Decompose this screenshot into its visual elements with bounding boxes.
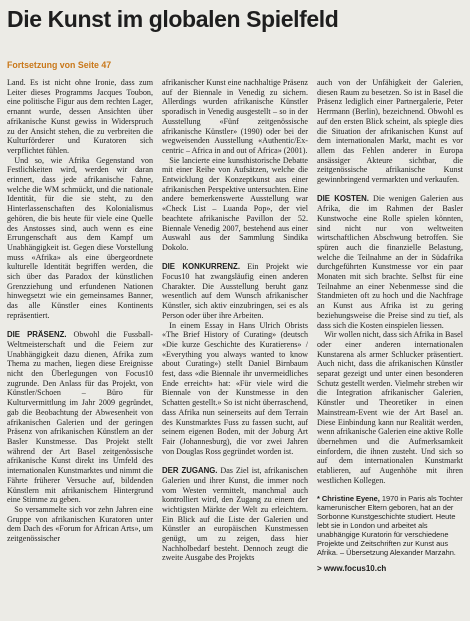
continuation-kicker: Fortsetzung von Seite 47 bbox=[7, 60, 112, 70]
paragraph: In einem Essay in Hans Ulrich Obrists «The Brief History of Curating» (deutsch «Die kurze Geschichte des Kuratierens» / «Everything you always wanted to know about Curating») stellt Daniel Birnbaum fest, dass «die Biennale ihr unvermeidliches Ende erreicht» hat: «Für viele wird die Biennale von der Kunstmesse in den Schatten gestellt.» So ist nicht überraschend, dass Afrika nun seinerseits auf dem Terrain des Kunstmarktes Fuss zu fassen sucht, auf seinem eigenen Boden, mit der Joburg Art Fair (Johannesburg), die vor zwei Jahren von Douglas Ross gegründet worden ist. bbox=[162, 320, 308, 456]
paragraph: afrikanischer Kunst eine nachhaltige Präsenz auf der Biennale in Venedig zu sichern. Allerdings wurden afrikanische Künstler sporadisch in Venedig ausgestellt – so in der Ausstellung «Fünf zeitgenössische afrikanische Künstler» (1990) oder bei der wegweisenden Ausstellung «Authentic/Ex-centric – Africa in and out of Africa» (2001). bbox=[162, 78, 308, 155]
paragraph: Und so, wie Afrika Gegenstand von Festlichkeiten wird, werden wir daran erinnert, dass jede afrikanische Fahne, welche die WM schmückt, und die nationale Identität, für die sie steht, zu den Hinterlassenschaften des Kolonialismus gehören, die bis heute für viele eine Quelle des Anstosses sind, auch wenn es eine Errungenschaft aus dem Kampf um Unabhängigkeit ist. Gegen diese Vorstellung muss «Afrika» als eine übergeordnete kulturelle Identität begriffen werden, die sich über das Paradox der künstlichen Grenzziehung und erfundenen Nationen hinwegsetzt wie ein gemeinsames Banner, das alle Künstler eines Kontinents repräsentiert. bbox=[7, 155, 153, 320]
author-bio bbox=[317, 495, 463, 557]
website-link[interactable]: > www.focus10.ch bbox=[317, 563, 387, 573]
article-headline: Die Kunst im globalen Spielfeld bbox=[7, 6, 339, 32]
column-3 bbox=[317, 78, 463, 573]
paragraph: So versammelte sich vor zehn Jahren eine Gruppe von afrikanischen Kuratoren unter dem Dach des «Forum for African Arts», um zeitgenössischer bbox=[7, 504, 153, 544]
paragraph: Die wenigen Galerien aus Afrika, die im Rahmen der Basler Kunstwoche eine Rolle spielen könnten, sind nicht nur von weltweiten wirtschaftlichen Abschwung betroffen. Sie spüren auch die finanzielle Belastung, welche die Teilnahme an der in Südafrika durchgeführten Kunstmesse vor ein paar Monaten mit sich brachte. Selbst für eine Teilnahme an einer Nebenmesse sind die Standmieten oft zu hoch und die Nachfrage an Kunst aus Afrika ist zu gering beziehungsweise die Preise sind zu tief, als dass sich die Kosten einspielen liessen. bbox=[317, 194, 463, 330]
paragraph: Ein Projekt wie Focus10 hat zwangsläufig einen anderen Charakter. Die Ausstellung beruht ganz wesentlich auf dem Wunsch afrikanischer Künstler, sich aktiv einzubringen, sei es als Person oder über ihre Arbeiten. bbox=[162, 262, 308, 320]
author-name: * Christine Eyene, bbox=[317, 494, 380, 504]
section-label: DER ZUGANG. bbox=[162, 466, 218, 476]
column-1 bbox=[7, 78, 153, 573]
paragraph: Land. Es ist nicht ohne Ironie, dass zum Leiter dieses Programms Jacques Toubon, eine politische Figur aus dem rechten Lager, ernannt wurde, dessen Ansichten über afrikanische Kunst gewiss in Widerspruch zu der Ansicht stehen, die zu verbreiten die Kulturförderer und Kuratoren sich verpflichtet fühlen. bbox=[7, 78, 153, 155]
paragraph: Wir wollen nicht, dass sich Afrika in Basel oder einer anderen internationalen Kunstarena als armer Schlucker präsentiert. Auch nicht, dass die afrikanischen Künstler separat gezeigt und unter einen besonderen Schutz gestellt werden. Vielmehr streben wir die Integration afrikanischer Galerien, Künstler und Theoretiker in einen Mainstream-Event wie der Art Basel an. Diese Einbindung kann nur Realität werden, wenn afrikanische Galerien eine aktive Rolle übernehmen und die Aufmerksamkeit einfordern, die ihnen zusteht. Und sich so auf dem internationalen Kunstmarkt etablieren, auf Augenhöhe mit ihren westlichen Kollegen. bbox=[317, 330, 463, 485]
paragraph: Sie lancierte eine kunsthistorische Debatte mit einer Reihe von Aufsätzen, welche die Entwicklung der Konzeptkunst aus einer afrikanischen Perspektive untersuchten. Eine andere bemerkenswerte Ausstellung war «Check List – Luanda Pop», der viel beachtete afrikanische Pavillon der 52. Biennale Venedig 2007, bestehend aus einer Auswahl aus der Sammlung Sindika Dokolo. bbox=[162, 155, 308, 252]
section-label: DIE KONKURRENZ. bbox=[162, 262, 240, 272]
paragraph: auch von der Unfähigkeit der Galerien, diesen Raum zu besetzen. So ist in Basel die Präsenz lediglich einer Partnergalerie, Peter Herrmann (Berlin), bezeichnend. Obwohl es auf den ersten Blick scheint, als spiegle dies die Situation der afrikanischen Kunst auf dem internationalen Markt, macht es vor allem das Fehlen anderer in Europa ansässiger Akteure sichtbar, die zeitgenössische afrikanische Kunst gewinnbringend vermarkten und verkaufen. bbox=[317, 78, 463, 185]
section-label: DIE PRÄSENZ. bbox=[7, 330, 67, 340]
author-bio-text: 1970 in Paris als Tochter kamerunischer Eltern geboren, hat an der Sorbonne Kunstgeschichte studiert. Heute lebt sie in London und arbeitet als unabhängige Kuratorin für verschiedene Projekte und Zeitschriften zur Kunst aus Afrika. – Übersetzung Alexander Marzahn. bbox=[317, 494, 463, 557]
paragraph: Das Ziel ist, afrikanischen Galerien und ihrer Kunst, die immer noch vom Westen vermittelt, manchmal auch kontrolliert wird, den Zugang zu einem der wichtigsten Märkte der Welt zu erleichtern. Ein Blick auf die Liste der Galerien und Künstler an europäischen Kunstmessen genügt, um zu zeigen, dass hier Nachholbedarf besteht. Dennoch zeugt die zweite Ausgabe des Projekts bbox=[162, 466, 308, 563]
paragraph: Obwohl die Fussball-Weltmeisterschaft und die Feiern zur Unabhängigkeit dazu dienen, Afrika zum Thema zu machen, liegen diese Ereignisse nicht den Überlegungen von Focus10 zugrunde. Den Anlass für das Projekt, von Künstler/Schoen – Büro für Kulturvermittlung im Jahr 2009 gegründet, gab die Beobachtung der Abwesenheit von afrikanischen Galerien und der geringen Präsenz von afrikanischen Künstlern an der Basler Kunstmesse. Das Projekt stellt während der Art Basel zeitgenössische afrikanische Kunst direkt ins Umfeld des internationalen Kunstmarktes und nimmt die Fährte früherer Versuche auf, bildenden Künstlern mit afrikanischem Hintergrund eine Stimme zu geben. bbox=[7, 330, 153, 505]
article-columns bbox=[7, 78, 463, 573]
column-2 bbox=[162, 78, 308, 573]
section-label: DIE KOSTEN. bbox=[317, 194, 369, 204]
